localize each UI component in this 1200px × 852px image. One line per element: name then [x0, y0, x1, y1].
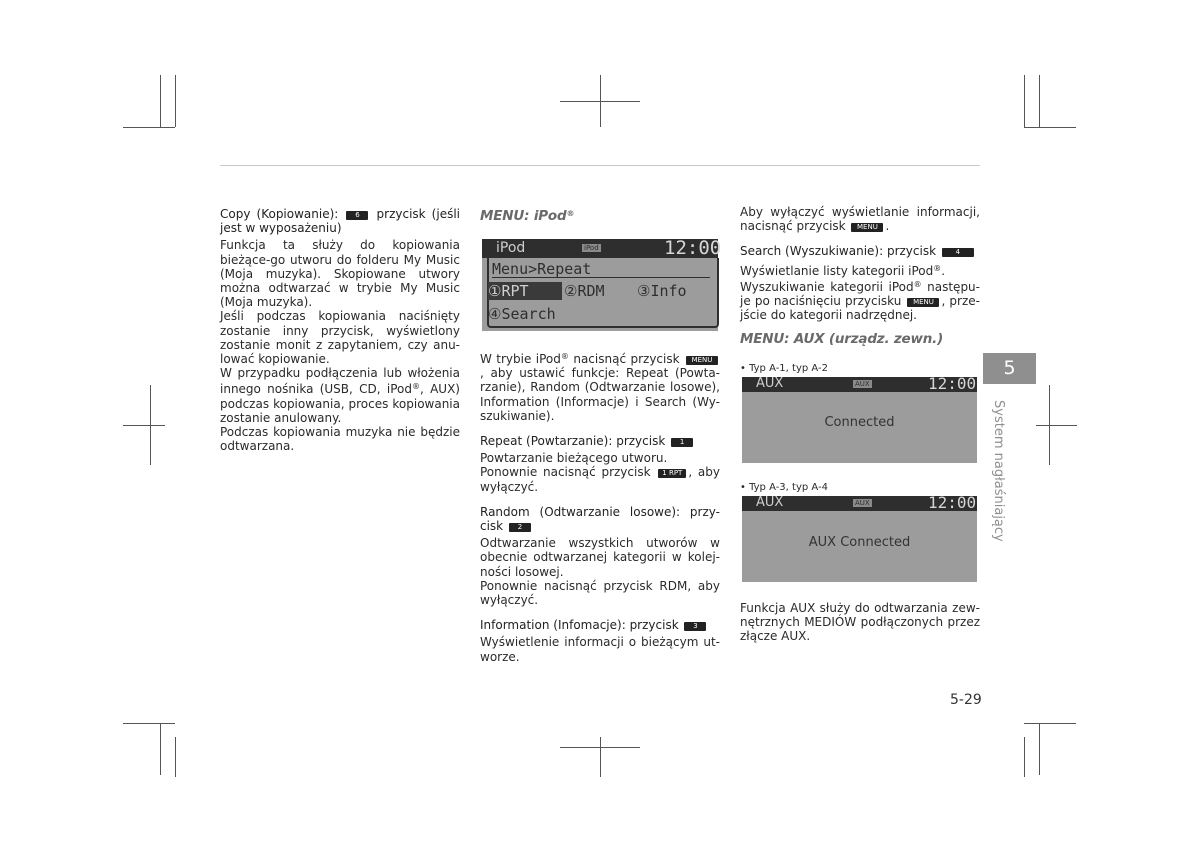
- crop-mark: [175, 75, 176, 127]
- copy-paragraph: W przypadku podłączenia lub włożenia innego nośnika (USB, CD, iPod®, AUX) podczas kopiowania, proces kopiowania zostanie anulowany.: [220, 366, 460, 425]
- menu-button-icon: MENU: [686, 356, 718, 365]
- aux-paragraph: Funkcja AUX służy do odtwarzania zew-nętrznych MEDIÓW podłączonych przez złącze AUX.: [740, 601, 980, 644]
- search-paragraph: Wyszukiwanie kategorii iPod® następu-je po naciśnięciu przycisku MENU , prze-jście do kategorii nadrzędnej.: [740, 279, 980, 323]
- button-6-icon: 6: [346, 211, 368, 220]
- repeat-heading: Repeat (Powtarzanie): przycisk 1: [480, 434, 720, 448]
- search-heading: Search (Wyszukiwanie): przycisk 4: [740, 244, 980, 258]
- display-status-bar: iPod iPod 12:00: [482, 239, 718, 258]
- crop-mark: [1039, 723, 1040, 775]
- repeat-paragraph: Powtarzanie bieżącego utworu.: [480, 451, 668, 466]
- display-clock: 12:00: [664, 237, 722, 259]
- aux-section-title: MENU: AUX (urządz. zewn.): [740, 331, 944, 348]
- aux-display-illustration: [742, 493, 977, 582]
- crop-mark: [1024, 127, 1076, 128]
- aux-display-illustration: [742, 374, 977, 463]
- menu-button-icon: MENU: [851, 223, 883, 232]
- crop-mark: [600, 737, 601, 777]
- aux-badge-icon: AUX: [855, 380, 870, 388]
- crop-mark: [1024, 723, 1076, 724]
- crop-mark: [560, 101, 640, 102]
- column-aux: [740, 205, 980, 347]
- menu-option-search: ④Search: [488, 305, 556, 323]
- copy-paragraph: Jeśli podczas kopiowania naciśnięty zostanie inny przycisk, wyświetlony zostanie monit z zapytaniem, czy anu-lować kopiowanie.: [220, 309, 460, 367]
- crop-mark: [1036, 425, 1077, 426]
- page-number: 5-29: [950, 692, 982, 708]
- menu-off-paragraph: Aby wyłączyć wyświetlanie informacji, nacisnąć przycisk MENU .: [740, 205, 980, 234]
- menu-path: Menu>Repeat: [492, 260, 592, 278]
- crop-mark: [123, 425, 165, 426]
- info-paragraph: Wyświetlenie informacji o bieżącym ut-worze.: [480, 635, 720, 664]
- menu-option-rpt: ①RPT: [488, 282, 562, 300]
- crop-mark: [160, 723, 161, 775]
- header-rule: [220, 165, 980, 166]
- display-status-bar: AUX AUX 12:00: [742, 496, 977, 511]
- crop-mark: [560, 747, 640, 748]
- ipod-intro: W trybie iPod® nacisnąć przycisk MENU, aby ustawić funkcje: Repeat (Powta-rzanie), Random (Odtwarzanie losowe), Information (Informacje) i Search (Wy-szukiwanie).: [480, 352, 720, 423]
- display-clock: 12:00: [928, 374, 977, 393]
- search-paragraph: Wyświetlanie listy kategorii iPod®.: [740, 263, 946, 278]
- column-ipod-text: [480, 350, 720, 664]
- button-4-icon: 4: [942, 248, 974, 257]
- random-heading: Random (Odtwarzanie losowe): przy-cisk 2: [480, 504, 720, 534]
- aux-description: [740, 601, 980, 644]
- type-label: • Typ A-3, typ A-4: [740, 482, 828, 493]
- chapter-label: System nagłaśniający: [991, 400, 1006, 542]
- copy-paragraph: Podczas kopiowania muzyka nie będzie odtwarzana.: [220, 425, 460, 454]
- type-label: • Typ A-1, typ A-2: [740, 363, 828, 374]
- crop-mark: [123, 127, 175, 128]
- ipod-badge-icon: iPod: [584, 244, 599, 252]
- copy-heading: Copy (Kopiowanie): 6 przycisk (jeśli jest w wyposażeniu): [220, 207, 460, 236]
- random-paragraph: Ponownie nacisnąć przycisk RDM, aby wyłączyć.: [480, 578, 720, 608]
- crop-mark: [123, 723, 175, 724]
- button-1-rpt-icon: 1 RPT: [658, 469, 686, 478]
- crop-mark: [175, 737, 176, 777]
- display-status-bar: AUX AUX 12:00: [742, 377, 977, 392]
- display-clock: 12:00: [928, 493, 977, 512]
- crop-mark: [1024, 75, 1025, 127]
- crop-mark: [1039, 75, 1040, 127]
- menu-button-icon: MENU: [907, 298, 939, 307]
- aux-status-text: AUX Connected: [808, 535, 911, 550]
- section-title: MENU: iPod®: [480, 208, 575, 224]
- ipod-display-illustration: [482, 237, 722, 331]
- aux-badge-icon: AUX: [855, 499, 870, 507]
- column-ipod: [480, 207, 720, 223]
- button-3-icon: 3: [684, 622, 706, 631]
- button-1-icon: 1: [671, 438, 693, 447]
- random-paragraph: Odtwarzanie wszystkich utworów w obecnie odtwarzanej kategorii w kolej-ności losowej.: [480, 536, 720, 579]
- aux-status-text: Connected: [824, 415, 895, 430]
- column-copy: [220, 207, 460, 453]
- repeat-paragraph: Ponownie nacisnąć przycisk 1 RPT , aby wyłączyć.: [480, 465, 720, 494]
- menu-option-rdm: ②RDM: [564, 282, 605, 300]
- crop-mark: [160, 75, 161, 127]
- copy-paragraph: Funkcja ta służy do kopiowania bieżące-go utworu do folderu My Music (Moja muzyka). Skopiowane utwory można odtwarzać w trybie My Music (Moja muzyka).: [220, 238, 460, 310]
- info-heading: Information (Infomacje): przycisk 3: [480, 618, 720, 632]
- chapter-tab: 5: [983, 353, 1036, 384]
- menu-option-info: ③Info: [637, 282, 687, 300]
- button-2-icon: 2: [509, 523, 531, 532]
- crop-mark: [1024, 737, 1025, 777]
